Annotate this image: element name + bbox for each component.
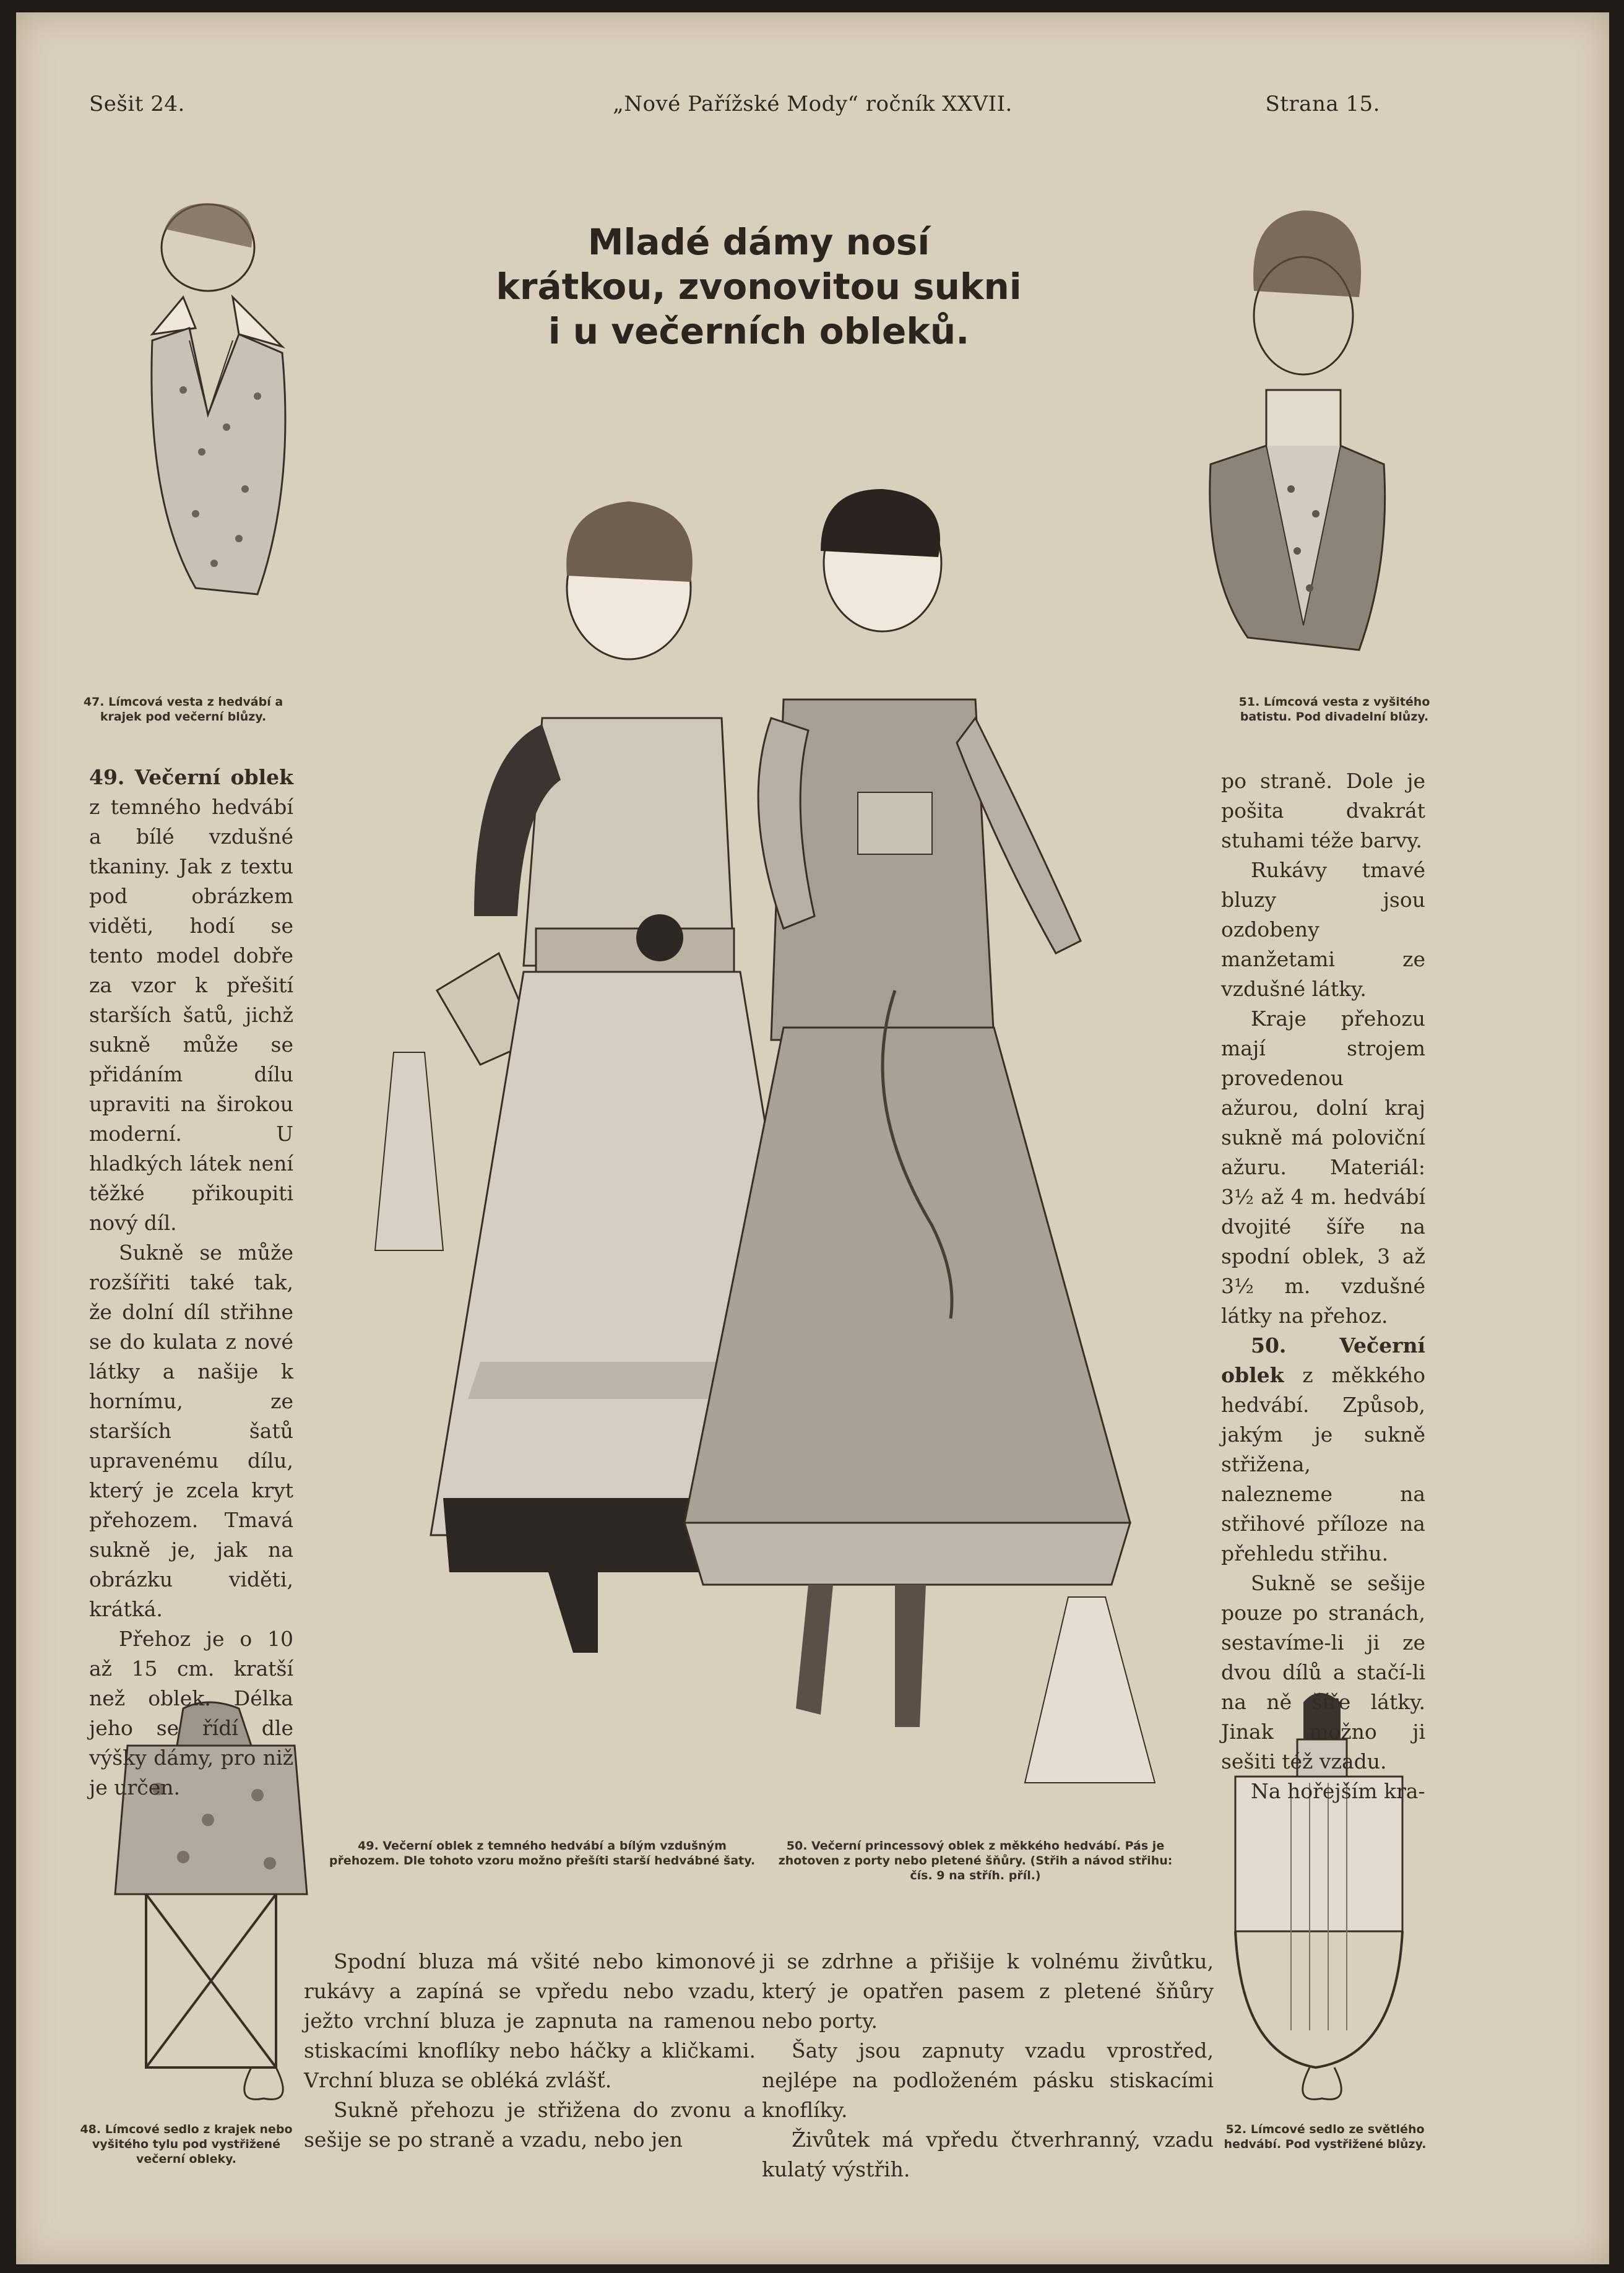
left-text-column — [89, 763, 293, 1803]
bottom-right-paragraph-3: Živůtek má vpředu čtverhranný, vzadu kulatý výstřih. — [762, 2128, 1214, 2181]
bottom-right-paragraph-2: Šaty jsou zapnuty vzadu vprostřed, nejlépe na podloženém pásku stiskacími knoflíky. — [762, 2038, 1214, 2122]
article-title — [449, 220, 1068, 353]
right-paragraph-2: Rukávy tmavé bluzy jsou ozdobeny manžetami ze vzdušné látky. — [1221, 858, 1425, 1001]
magazine-title: „Nové Pařížské Mody“ ročník XXVII. — [613, 92, 1013, 116]
caption-50: 50. Večerní princessový oblek z měkkého hedvábí. Pás je zhotoven z porty nebo pletené šňůry. (Střih a návod střihu: čís. 9 na stříh. příl.) — [778, 1839, 1173, 1882]
page-number: Strana 15. — [1265, 92, 1380, 116]
right-paragraph-4-heading: 50. Večerní oblek — [1221, 1333, 1425, 1387]
caption-48: 48. Límcové sedlo z krajek nebo vyšitého tylu pod vystřižené večerní obleky. — [80, 2123, 293, 2166]
left-paragraph-1-body: z temného hedvábí a bílé vzdušné tkaniny. Jak z textu pod obrázkem viděti, hodí se tento model dobře za vzor k přešití starších šatů, jichž sukně může se přidáním dílu upraviti na širokou moderní. U hladkých látek není těžké přikoupiti nový díl. — [89, 795, 293, 1235]
bottom-right-text-column — [762, 1947, 1214, 2184]
title-line-3: i u večerních obleků. — [548, 310, 970, 352]
bottom-left-text-column — [304, 1947, 756, 2155]
illustration-evening-gowns-49-50 — [338, 483, 1204, 1801]
right-paragraph-6: Na hořejším kra- — [1251, 1779, 1425, 1803]
illustration-47-lace-vest — [115, 192, 338, 638]
right-paragraph-3: Kraje přehozu mají strojem provedenou ažurou, dolní kraj sukně má poloviční ažuru. Materiál: 3½ až 4 m. hedvábí dvojité šíře na spodní oblek, 3 až 3½ m. vzdušné látky na přehoz. — [1221, 1007, 1425, 1328]
bottom-right-paragraph-1: ji se zdrhne a přišije k volnému živůtku, který je opatřen pasem z pletené šňůry nebo porty. — [762, 1949, 1214, 2033]
right-text-column — [1221, 766, 1425, 1806]
caption-47: 47. Límcová vesta z hedvábí a krajek pod večerní blůzy. — [83, 695, 283, 724]
right-paragraph-5: Sukně se sešije pouze po stranách, sestavíme-li ji ze dvou dílů a stačí-li na ně šíře látky. Jinak možno ji sešiti též vzadu. — [1221, 1571, 1425, 1773]
left-paragraph-3: Přehoz je o 10 až 15 cm. kratší než oblek. Délka jeho se řídí dle výšky dámy, pro niž je určen. — [89, 1627, 293, 1799]
caption-51: 51. Límcová vesta z vyšitého batistu. Pod divadelní blůzy. — [1238, 695, 1430, 724]
left-paragraph-1 — [89, 763, 293, 1238]
caption-49: 49. Večerní oblek z temného hedvábí a bílým vzdušným přehozem. Dle tohoto vzoru možno přešíti starší hedvábné šaty. — [329, 1839, 756, 1868]
title-line-1: Mladé dámy nosí — [587, 221, 930, 263]
bottom-left-paragraph-2: Sukně přehozu je střižena do zvonu a sešije se po straně a vzadu, nebo jen — [304, 2098, 756, 2152]
illustration-51-batiste-vest — [1192, 192, 1402, 662]
caption-52: 52. Límcové sedlo ze světlého hedvábí. Pod vystřižené blůzy. — [1224, 2123, 1427, 2151]
right-paragraph-4 — [1221, 1331, 1425, 1569]
bottom-left-paragraph-1: Spodní bluza má všité nebo kimonové rukávy a zapíná se vpředu nebo vzadu, ježto vrchní bluza je zapnuta na ramenou stiskacími knoflíky nebo háčky a kličkami. Vrchní bluza se obléká zvlášť. — [304, 1949, 756, 2092]
issue-number: Sešit 24. — [89, 92, 185, 116]
right-paragraph-1: po straně. Dole je pošita dvakrát stuhami téže barvy. — [1221, 769, 1425, 852]
right-paragraph-4-body: z měkkého hedvábí. Způsob, jakým je sukně střižena, nalezneme na střihové příloze na přehledu střihu. — [1221, 1363, 1425, 1565]
left-paragraph-2: Sukně se může rozšířiti také tak, že dolní díl střihne se do kulata z nové látky a našije k hornímu, ze starších šatů upravenému dílu, který je zcela kryt přehozem. Tmavá sukně je, jak na obrázku viděti, krátká. — [89, 1240, 293, 1621]
title-line-2: krátkou, zvonovitou sukni — [496, 266, 1022, 308]
left-paragraph-1-heading: 49. Večerní oblek — [89, 765, 293, 789]
magazine-page — [16, 12, 1609, 2264]
